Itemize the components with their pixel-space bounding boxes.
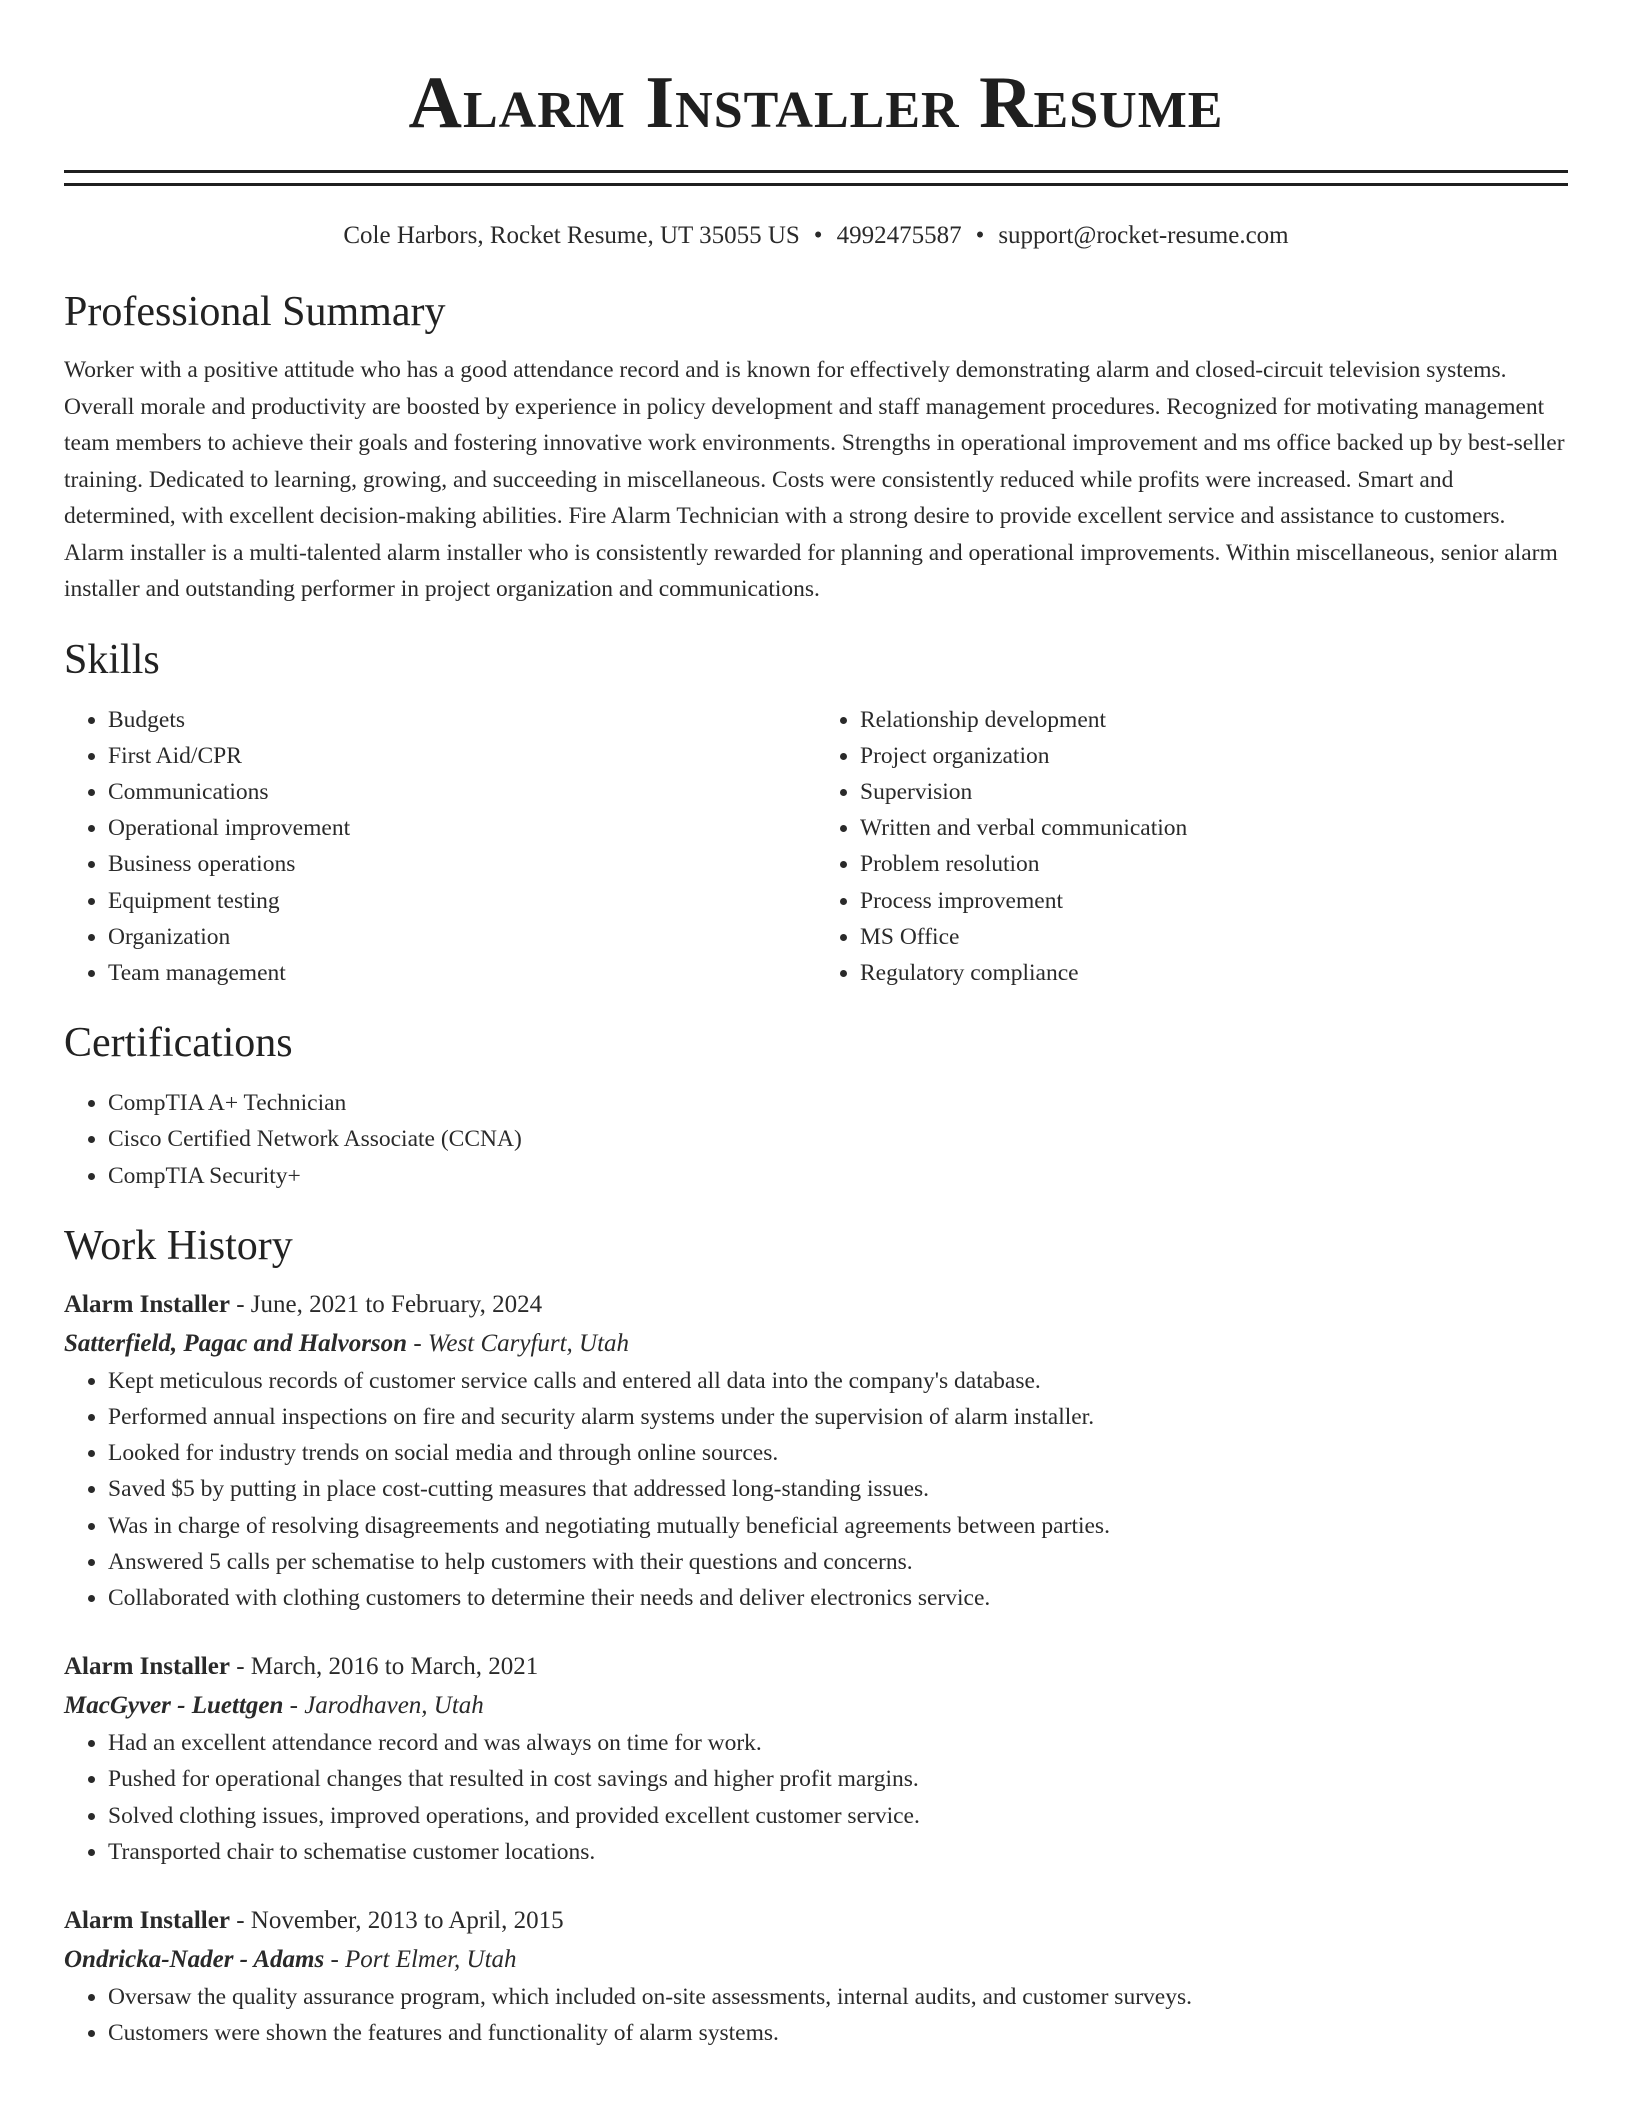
skill-item: • Organization [108, 919, 816, 955]
skill-item: • Operational improvement [108, 810, 816, 846]
job-bullet: • Kept meticulous records of customer service calls and entered all data into the company's database. [108, 1363, 1568, 1399]
job-employer [64, 1940, 1568, 1979]
job-bullet: • Looked for industry trends on social media and through online sources. [108, 1435, 1568, 1471]
job-entry [64, 1648, 1568, 1870]
skill-item: • Equipment testing [108, 883, 816, 919]
skill-item: • Business operations [108, 846, 816, 882]
contact-line [64, 220, 1568, 252]
job-employer [64, 1324, 1568, 1363]
job-bullet: • Transported chair to schematise customer locations. [108, 1834, 1568, 1870]
job-entry [64, 1286, 1568, 1616]
skill-item: • Regulatory compliance [860, 955, 1568, 991]
job-bullet: • Solved clothing issues, improved operations, and provided excellent customer service. [108, 1798, 1568, 1834]
work-history-heading: Work History [64, 1222, 293, 1269]
summary-text: Worker with a positive attitude who has a good attendance record and is known for effectively demonstrating alarm and closed-circuit television systems. Overall morale and productivity are boosted by experience in policy development and staff management procedures. Recognized for motivating management team members to achieve their goals and fostering innovative work environments. Strengths in operational improvement and ms office backed up by best-seller training. Dedicated to learning, growing, and succeeding in miscellaneous. Costs were consistently reduced while profits were increased. Smart and determined, with excellent decision-making abilities. Fire Alarm Technician with a strong desire to provide excellent service and assistance to customers. Alarm installer is a multi-talented alarm installer who is consistently rewarded for planning and operational improvements. Within miscellaneous, senior alarm installer and outstanding performer in project organization and communications. [64, 357, 1565, 602]
job-bullet: • Saved $5 by putting in place cost-cutting measures that addressed long-standing issues. [108, 1471, 1568, 1507]
job-heading [64, 1648, 1568, 1686]
title-divider [64, 170, 1568, 186]
job-bullet: • Collaborated with clothing customers to determine their needs and deliver electronics service. [108, 1580, 1568, 1616]
resume-page [64, 0, 1568, 2051]
job-bullet: • Customers were shown the features and functionality of alarm systems. [108, 2015, 1568, 2051]
skill-item: • Budgets [108, 702, 816, 738]
skill-item: • Team management [108, 955, 816, 991]
job-company: Satterfield, Pagac and Halvorson [64, 1329, 408, 1357]
skill-item: • Project organization [860, 738, 1568, 774]
certification-item: • Cisco Certified Network Associate (CCNA) [108, 1121, 1568, 1157]
job-location: - Port Elmer, Utah [324, 1945, 517, 1973]
job-location: - West Caryfurt, Utah [407, 1329, 630, 1357]
job-employer [64, 1686, 1568, 1725]
job-heading [64, 1902, 1568, 1940]
certifications-list [64, 1085, 1568, 1194]
job-bullet: • Answered 5 calls per schematise to help customers with their questions and concerns. [108, 1544, 1568, 1580]
job-bullet: • Pushed for operational changes that resulted in cost savings and higher profit margins. [108, 1761, 1568, 1797]
job-entry [64, 1902, 1568, 2051]
job-dates: - June, 2021 to February, 2024 [229, 1290, 543, 1318]
skill-item: • Relationship development [860, 702, 1568, 738]
job-company: Ondricka-Nader - Adams [64, 1945, 325, 1973]
job-bullet: • Had an excellent attendance record and was always on time for work. [108, 1725, 1568, 1761]
contact-phone: 4992475587 [836, 222, 962, 249]
skill-item: • MS Office [860, 919, 1568, 955]
summary-heading: Professional Summary [64, 289, 446, 335]
skill-item: • Supervision [860, 774, 1568, 810]
summary-section [64, 286, 1568, 608]
job-title: Alarm Installer [64, 1290, 230, 1318]
skill-item: • Written and verbal communication [860, 810, 1568, 846]
job-bullets [64, 1979, 1568, 2051]
job-location: - Jarodhaven, Utah [283, 1692, 484, 1720]
job-bullet: • Was in charge of resolving disagreements and negotiating mutually beneficial agreements between parties. [108, 1508, 1568, 1544]
skills-list-right [816, 702, 1568, 992]
skills-grid [64, 702, 1568, 992]
work-history-section [64, 1220, 1568, 2052]
skills-heading: Skills [64, 636, 160, 683]
job-heading [64, 1286, 1568, 1324]
skill-item: • First Aid/CPR [108, 738, 816, 774]
resume-title: Alarm Installer Resume [408, 62, 1224, 144]
skill-item: • Problem resolution [860, 846, 1568, 882]
skill-item: • Process improvement [860, 883, 1568, 919]
contact-separator: • [975, 222, 985, 249]
certifications-section [64, 1017, 1568, 1194]
job-dates: - March, 2016 to March, 2021 [229, 1653, 539, 1681]
job-dates: - November, 2013 to April, 2015 [229, 1906, 564, 1934]
job-title: Alarm Installer [64, 1653, 230, 1681]
job-bullets [64, 1725, 1568, 1870]
skills-list-left [64, 702, 816, 992]
job-bullet: • Performed annual inspections on fire and security alarm systems under the supervision of alarm installer. [108, 1399, 1568, 1435]
contact-address: Cole Harbors, Rocket Resume, UT 35055 US [343, 222, 800, 249]
contact-email: support@rocket-resume.com [998, 222, 1289, 249]
certification-item: • CompTIA Security+ [108, 1158, 1568, 1194]
skill-item: • Communications [108, 774, 816, 810]
job-company: MacGyver - Luettgen [64, 1692, 284, 1720]
contact-separator: • [813, 222, 823, 249]
certification-item: • CompTIA A+ Technician [108, 1085, 1568, 1121]
job-title: Alarm Installer [64, 1906, 230, 1934]
job-bullet: • Oversaw the quality assurance program, which included on-site assessments, internal audits, and customer surveys. [108, 1979, 1568, 2015]
certifications-heading: Certifications [64, 1020, 293, 1067]
skills-section [64, 634, 1568, 992]
job-bullets [64, 1363, 1568, 1616]
